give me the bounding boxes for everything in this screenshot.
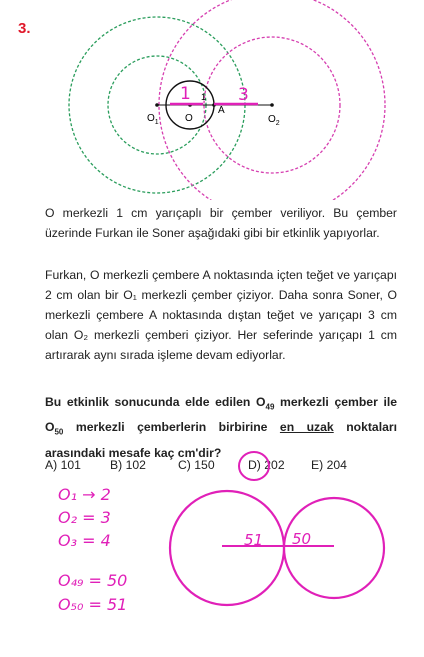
note-line-2: O₂ = 3 (58, 508, 111, 527)
note-line-3: O₃ = 4 (58, 531, 111, 550)
paragraph-rules: Furkan, O merkezli çembere A noktasında içten teğet ve yarıçapı 2 cm olan bir O₁ merkezli çember çiziyor. Daha sonra Soner, O merkezli çembere A noktasında dıştan teğet ve yarıçapı 3 cm olan O₂ merkezli çemberi çiziyor. Her seferinde yarıçapı 1 cm artırarak aynı sırada işleme devam ediyorlar. (45, 268, 397, 362)
pen-mark-1: 1 (180, 84, 191, 104)
question-number: 3. (18, 20, 31, 37)
label-a: A (218, 105, 225, 116)
option-e[interactable]: E) 204 (311, 458, 347, 472)
option-d[interactable]: D) 202 (248, 458, 285, 472)
paragraph-intro: O merkezli 1 cm yarıçaplı bir çember veriliyor. Bu çember üzerinde Furkan ile Soner aşağıdaki gibi bir etkinlik yapıyorlar. (45, 206, 397, 240)
underline-en-uzak: en uzak (279, 420, 334, 435)
option-c[interactable]: C) 150 (178, 458, 215, 472)
option-b[interactable]: B) 102 (110, 458, 146, 472)
drawn-circle-o49 (170, 491, 284, 605)
label-o1: $O_1$ (147, 113, 159, 126)
drawn-circle-o50 (284, 498, 384, 598)
label-o: O (185, 113, 193, 124)
note-line-4: O₄₉ = 50 (58, 571, 128, 590)
answer-circle-mark (239, 452, 269, 480)
note-line-1: O₁ → 2 (58, 485, 111, 504)
label-radius-one: 1 (201, 92, 207, 102)
label-o2: $O_2$ (268, 114, 280, 127)
drawn-label-50: 50 (292, 530, 312, 548)
drawn-label-51: 51 (244, 531, 264, 549)
note-line-5: O₅₀ = 51 (58, 595, 128, 614)
pen-mark-3: 3 (238, 85, 249, 105)
option-a[interactable]: A) 101 (45, 458, 81, 472)
question-text: Bu etkinlik sonucunda elde edilen $O_{49}$ merkezli çember ile $O_{50}$ merkezli çemberlerin birbirine en uzak noktaları arasındaki mesafe kaç cm'dir? (45, 395, 397, 460)
